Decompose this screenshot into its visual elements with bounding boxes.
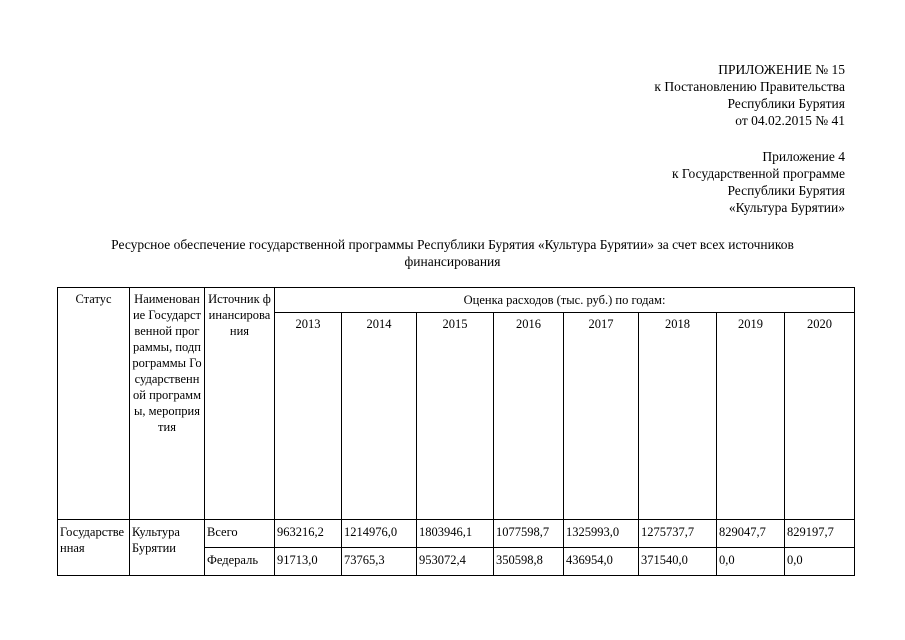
appendix-header xyxy=(654,61,845,129)
appendix-number: ПРИЛОЖЕНИЕ № 15 xyxy=(718,62,845,77)
appendix-ref-line: Республики Бурятия xyxy=(727,96,845,111)
program-ref-line: к Государственной программе xyxy=(671,166,845,181)
value-cell: 1077598,7 xyxy=(494,520,564,548)
value-cell: 350598,8 xyxy=(494,548,564,576)
program-appendix-number: Приложение 4 xyxy=(762,149,845,164)
table-row xyxy=(58,520,855,548)
value-cell: 1214976,0 xyxy=(342,520,417,548)
year-header: 2018 xyxy=(639,313,717,520)
year-header: 2016 xyxy=(494,313,564,520)
year-header: 2017 xyxy=(564,313,639,520)
resource-table xyxy=(57,287,855,576)
row-name: Культура Бурятии xyxy=(130,520,205,576)
program-ref-line: Республики Бурятия xyxy=(727,183,845,198)
value-cell: 829197,7 xyxy=(785,520,855,548)
page-title xyxy=(40,236,865,270)
value-cell: 953072,4 xyxy=(417,548,494,576)
header-source: Источник финансирования xyxy=(205,288,275,520)
program-name: «Культура Бурятии» xyxy=(728,200,845,215)
value-cell: 1325993,0 xyxy=(564,520,639,548)
title-line: Ресурсное обеспечение государственной программы Республики Бурятия «Культура Бурятии» за счет всех источников xyxy=(111,237,794,252)
value-cell: 91713,0 xyxy=(275,548,342,576)
value-cell: 963216,2 xyxy=(275,520,342,548)
year-header: 2020 xyxy=(785,313,855,520)
year-header: 2013 xyxy=(275,313,342,520)
year-header: 2014 xyxy=(342,313,417,520)
program-header xyxy=(672,148,845,216)
value-cell: 1803946,1 xyxy=(417,520,494,548)
value-cell: 829047,7 xyxy=(717,520,785,548)
title-line: финансирования xyxy=(404,254,501,269)
value-cell: 73765,3 xyxy=(342,548,417,576)
header-status: Статус xyxy=(58,288,130,520)
header-name: Наименование Государственной программы, подпрограммы Государственной программы, мероприятия xyxy=(130,288,205,520)
year-header: 2015 xyxy=(417,313,494,520)
row-status: Государственная xyxy=(58,520,130,576)
row-source: Федераль xyxy=(205,548,275,576)
value-cell: 0,0 xyxy=(785,548,855,576)
value-cell: 0,0 xyxy=(717,548,785,576)
year-header: 2019 xyxy=(717,313,785,520)
appendix-date: от 04.02.2015 № 41 xyxy=(735,113,845,128)
appendix-ref-line: к Постановлению Правительства xyxy=(654,79,845,94)
value-cell: 371540,0 xyxy=(639,548,717,576)
value-cell: 1275737,7 xyxy=(639,520,717,548)
value-cell: 436954,0 xyxy=(564,548,639,576)
row-source: Всего xyxy=(205,520,275,548)
header-estimate: Оценка расходов (тыс. руб.) по годам: xyxy=(275,288,855,313)
